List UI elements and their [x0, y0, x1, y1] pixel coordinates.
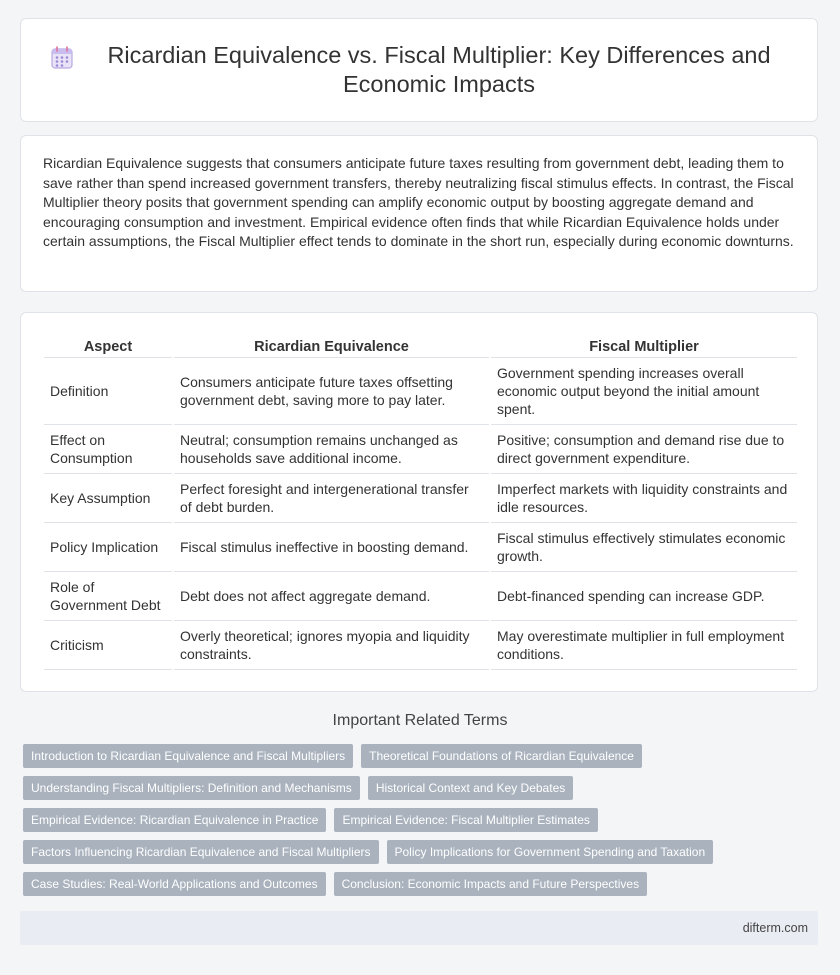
table-header-row — [44, 333, 797, 358]
related-term-link[interactable]: Conclusion: Economic Impacts and Future Perspectives — [334, 872, 647, 896]
related-term-link[interactable]: Empirical Evidence: Ricardian Equivalence in Practice — [23, 808, 326, 832]
aspect-cell: Role of Government Debt — [44, 572, 172, 621]
column-header: Ricardian Equivalence — [174, 333, 489, 358]
related-term-link[interactable]: Understanding Fiscal Multipliers: Definition and Mechanisms — [23, 776, 360, 800]
table-row — [44, 572, 797, 621]
table-row — [44, 474, 797, 523]
comparison-table — [42, 333, 799, 670]
page-title: Ricardian Equivalence vs. Fiscal Multiplier: Key Differences and Economic Impacts — [107, 42, 771, 97]
table-row — [44, 523, 797, 572]
tag-row — [23, 744, 803, 768]
column-header: Fiscal Multiplier — [491, 333, 797, 358]
related-term-link[interactable]: Introduction to Ricardian Equivalence and Fiscal Multipliers — [23, 744, 353, 768]
ricardian-cell: Perfect foresight and intergenerational transfer of debt burden. — [174, 474, 489, 523]
table-row — [44, 358, 797, 425]
ricardian-cell: Fiscal stimulus ineffective in boosting demand. — [174, 523, 489, 572]
footer — [20, 911, 818, 945]
site-name[interactable]: difterm.com — [742, 921, 808, 935]
multiplier-cell: Positive; consumption and demand rise due to direct government expenditure. — [491, 425, 797, 474]
multiplier-cell: Imperfect markets with liquidity constraints and idle resources. — [491, 474, 797, 523]
related-term-link[interactable]: Case Studies: Real-World Applications and Outcomes — [23, 872, 326, 896]
related-terms-list — [23, 744, 803, 904]
related-term-link[interactable]: Factors Influencing Ricardian Equivalence and Fiscal Multipliers — [23, 840, 379, 864]
aspect-cell: Criticism — [44, 621, 172, 670]
ricardian-cell: Debt does not affect aggregate demand. — [174, 572, 489, 621]
header — [49, 41, 789, 99]
related-term-link[interactable]: Policy Implications for Government Spending and Taxation — [387, 840, 714, 864]
tag-row — [23, 840, 803, 864]
table-row — [44, 621, 797, 670]
tag-row — [23, 808, 803, 832]
ricardian-cell: Neutral; consumption remains unchanged as households save additional income. — [174, 425, 489, 474]
ricardian-cell: Consumers anticipate future taxes offsetting government debt, saving more to pay later. — [174, 358, 489, 425]
aspect-cell: Definition — [44, 358, 172, 425]
multiplier-cell: May overestimate multiplier in full employment conditions. — [491, 621, 797, 670]
header-card — [20, 18, 818, 122]
intro-card — [20, 135, 818, 292]
tag-row — [23, 872, 803, 896]
calendar-grid-icon — [49, 45, 75, 71]
multiplier-cell: Government spending increases overall economic output beyond the initial amount spent. — [491, 358, 797, 425]
ricardian-cell: Overly theoretical; ignores myopia and liquidity constraints. — [174, 621, 489, 670]
aspect-cell: Key Assumption — [44, 474, 172, 523]
column-header: Aspect — [44, 333, 172, 358]
multiplier-cell: Fiscal stimulus effectively stimulates economic growth. — [491, 523, 797, 572]
tag-row — [23, 776, 803, 800]
table-row — [44, 425, 797, 474]
aspect-cell: Effect on Consumption — [44, 425, 172, 474]
related-term-link[interactable]: Empirical Evidence: Fiscal Multiplier Estimates — [334, 808, 597, 832]
related-term-link[interactable]: Historical Context and Key Debates — [368, 776, 573, 800]
multiplier-cell: Debt-financed spending can increase GDP. — [491, 572, 797, 621]
comparison-card — [20, 312, 818, 692]
intro-paragraph: Ricardian Equivalence suggests that consumers anticipate future taxes resulting from government debt, leading them to save rather than spend increased government transfers, thereby neutralizing fiscal stimulus effects. In contrast, the Fiscal Multiplier theory posits that government spending can amplify economic output by boosting aggregate demand and encouraging consumption and investment. Empirical evidence often finds that while Ricardian Equivalence holds under certain assumptions, the Fiscal Multiplier effect tends to dominate in the short run, especially during economic downturns. — [43, 155, 794, 249]
related-term-link[interactable]: Theoretical Foundations of Ricardian Equivalence — [361, 744, 642, 768]
aspect-cell: Policy Implication — [44, 523, 172, 572]
related-terms-heading: Important Related Terms — [332, 712, 508, 729]
